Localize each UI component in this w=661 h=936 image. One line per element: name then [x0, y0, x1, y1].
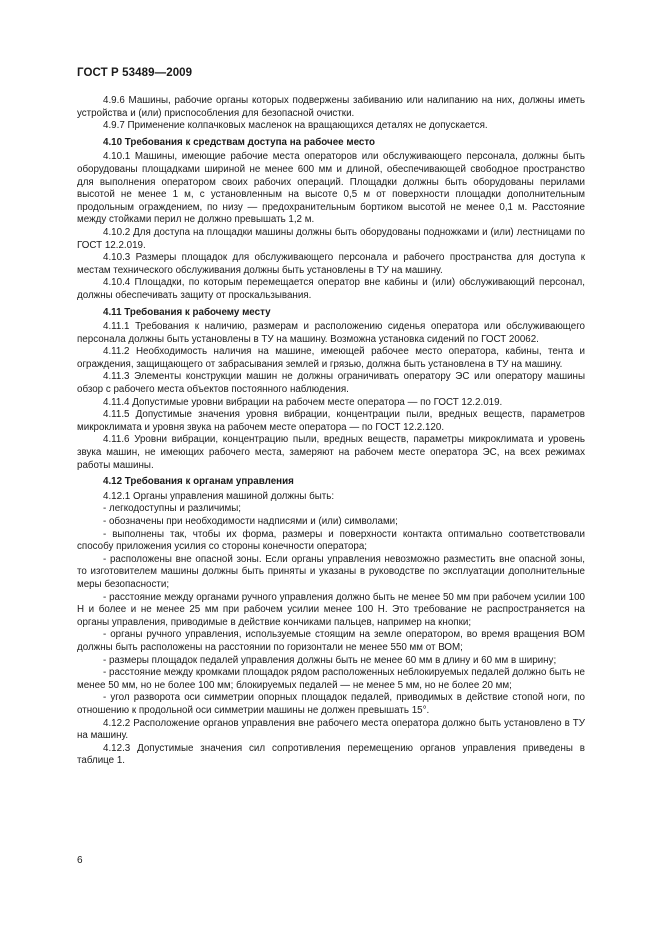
clause-4-10-3: 4.10.3 Размеры площадок для обслуживающего персонала и рабочего пространства для доступа к местам технического обслуживания должны быть установлены в ТУ на машину.: [77, 252, 585, 276]
list-item: - расположены вне опасной зоны. Если органы управления невозможно разместить вне опасной зоны, то изготовителем машины должны быть приняты и указаны в руководстве по эксплуатации дополнительные меры безопасности;: [77, 553, 585, 590]
clause-4-11-5: 4.11.5 Допустимые значения уровня вибрации, концентрации пыли, вредных веществ, параметров микроклимата и уровня звука на рабочем месте оператора — по ГОСТ 12.2.120.: [77, 409, 585, 433]
clause-4-12-2: 4.12.2 Расположение органов управления вне рабочего места оператора должно быть установлено в ТУ на машину.: [77, 717, 585, 742]
clause-4-12-3: 4.12.3 Допустимые значения сил сопротивления перемещению органов управления приведены в таблице 1.: [77, 742, 585, 767]
clause-4-10-2: 4.10.2 Для доступа на площадки машины должны быть оборудованы подножками и (или) лестницами по ГОСТ 12.2.019.: [77, 226, 585, 251]
list-item: - размеры площадок педалей управления должны быть не менее 60 мм в длину и 60 мм в ширину;: [103, 654, 557, 666]
document-body: [77, 95, 585, 768]
list-item: - угол разворота оси симметрии опорных площадок педалей, приводимых в действие стопой ноги, по отношению к продольной оси симметрии машины не должен превышать 15°.: [77, 692, 585, 716]
clause-4-10-4: 4.10.4 Площадки, по которым перемещается оператор вне кабины и (или) обслуживающий персонал, должны обеспечивать защиту от проскальзывания.: [77, 277, 585, 301]
list-item: - расстояние между органами ручного управления должно быть не менее 50 мм при рабочем усилии 100 Н и более и не менее 25 мм при рабочем усилии менее 100 Н. Это требование не распространяется на органы управления, приводимые в действие кончиками пальцев, например на кнопки;: [77, 591, 585, 628]
list-item: - обозначены при необходимости надписями и (или) символами;: [103, 516, 398, 527]
section-heading-4-10: 4.10 Требования к средствам доступа на рабочее место: [103, 136, 376, 148]
clause-4-12-1: 4.12.1 Органы управления машиной должны быть:: [103, 490, 335, 502]
clause-4-11-6: 4.11.6 Уровни вибрации, концентрацию пыли, вредных веществ, параметры микроклимата и уровень звука машин, не имеющих рабочего места, замеряют на рабочем месте оператора ЭС, на всех режимах работы машины.: [77, 434, 585, 471]
page-number: 6: [77, 855, 83, 866]
clause-4-11-3: 4.11.3 Элементы конструкции машин не должны ограничивать оператору ЭС или оператору машины обзор с рабочего места объектов постоянного наблюдения.: [77, 371, 585, 396]
clause-4-10-1: 4.10.1 Машины, имеющие рабочие места операторов или обслуживающего персонала, должны быть оборудованы площадками шириной не менее 600 мм и длиной, обеспечивающей свободное пространство для выполнения оператором своих рабочих операций. Площадки должны быть оборудованы перилами высотой не менее 1 м, с установленным на высоте 0,5 м от поверхности площадки дополнительным продольным ограждением, по низу — предохранительным бортиком высотой не менее 0,1 м. Расстояние между стойками перил не должно превышать 1,2 м.: [77, 151, 585, 226]
document-header: ГОСТ Р 53489—2009: [77, 67, 193, 79]
list-item: - выполнены так, чтобы их форма, размеры и поверхности контакта оптимально соответствовали способу приложения усилия со стороны конечности оператора;: [77, 528, 585, 553]
list-item: - органы ручного управления, используемые стоящим на земле оператором, во время вращения ВОМ должны быть расположены на расстоянии по горизонтали не менее 550 мм от ВОМ;: [77, 629, 585, 653]
section-heading-4-12: 4.12 Требования к органам управления: [103, 476, 294, 488]
list-item: - легкодоступны и различимы;: [103, 503, 242, 515]
clause-4-9-6: 4.9.6 Машины, рабочие органы которых подвержены забиванию или налипанию на них, должны иметь устройства и (или) приспособления для безопасной очистки.: [77, 95, 585, 119]
clause-4-11-4: 4.11.4 Допустимые уровни вибрации на рабочем месте оператора — по ГОСТ 12.2.019.: [103, 396, 503, 408]
clause-4-11-2: 4.11.2 Необходимость наличия на машине, имеющей рабочее место оператора, кабины, тента и ограждения, защищающего от забрасывания землей и грязью, должна быть установлена в ТУ на машину.: [77, 346, 585, 370]
section-heading-4-11: 4.11 Требования к рабочему месту: [103, 306, 271, 318]
list-item: - расстояние между кромками площадок рядом расположенных неблокируемых педалей должно быть не менее 50 мм, но не более 100 мм; блокируемых педалей — не менее 5 мм, но не более 20 мм;: [77, 667, 585, 691]
clause-4-9-7: 4.9.7 Применение колпачковых масленок на вращающихся деталях не допускается.: [103, 120, 488, 132]
clause-4-11-1: 4.11.1 Требования к наличию, размерам и расположению сиденья оператора или обслуживающего персонала должны быть установлены в ТУ на машину. Возможна установка сидений по ГОСТ 20062.: [77, 321, 585, 345]
